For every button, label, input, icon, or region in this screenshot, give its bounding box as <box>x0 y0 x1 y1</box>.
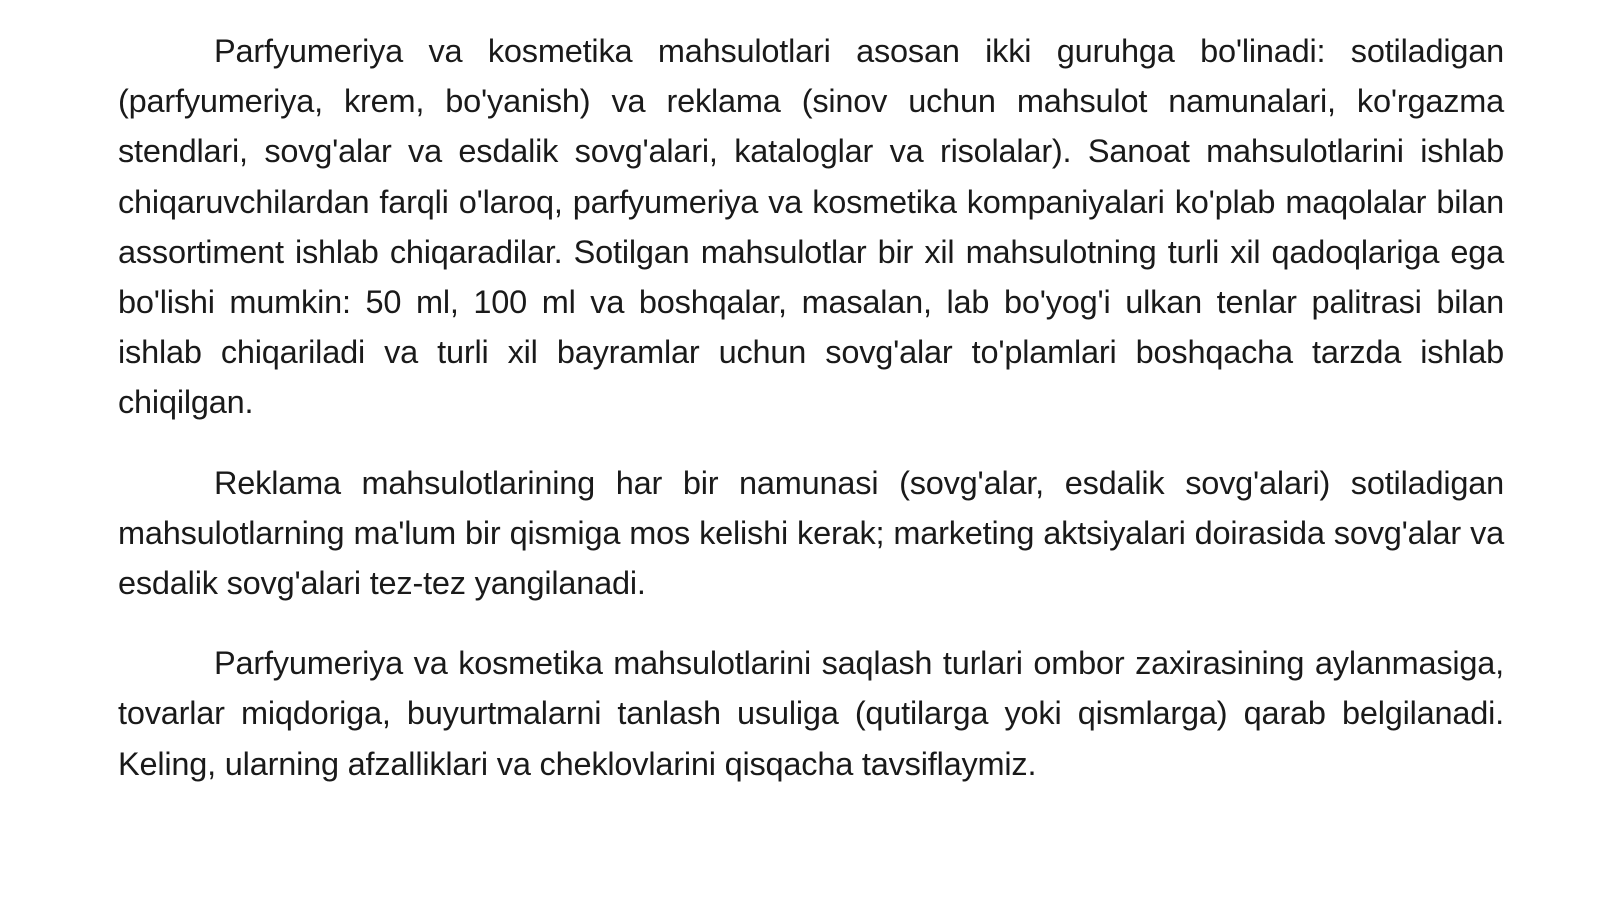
paragraph-storage-types: Parfyumeriya va kosmetika mahsulotlarini saqlash turlari ombor zaxirasining aylanmasiga, tovarlar miqdoriga, buyurtmalarni tanlash usuliga (qutilarga yoki qismlarga) qarab belgilanadi. Keling, ularning afzalliklari va cheklovlarini qisqacha tavsiflaymiz. <box>118 645 1504 782</box>
document-body <box>118 26 1504 789</box>
paragraph-product-groups: Parfyumeriya va kosmetika mahsulotlari asosan ikki guruhga bo'linadi: sotiladigan (parfyumeriya, krem, bo'yanish) va reklama (sinov uchun mahsulot namunalari, ko'rgazma stendlari, sovg'alar va esdalik sovg'alari, kataloglar va risolalar). Sanoat mahsulotlarini ishlab chiqaruvchilardan farqli o'laroq, parfyumeriya va kosmetika kompaniyalari ko'plab maqolalar bilan assortiment ishlab chiqaradilar. Sotilgan mahsulotlar bir xil mahsulotning turli xil qadoqlariga ega bo'lishi mumkin: 50 ml, 100 ml va boshqalar, masalan, lab bo'yog'i ulkan tenlar palitrasi bilan ishlab chiqariladi va turli xil bayramlar uchun sovg'alar to'plamlari boshqacha tarzda ishlab chiqilgan. <box>118 33 1504 421</box>
paragraph-promo-samples: Reklama mahsulotlarining har bir namunasi (sovg'alar, esdalik sovg'alari) sotiladigan mahsulotlarning ma'lum bir qismiga mos kelishi kerak; marketing aktsiyalari doirasida sovg'alar va esdalik sovg'alari tez-tez yangilanadi. <box>118 464 1504 602</box>
